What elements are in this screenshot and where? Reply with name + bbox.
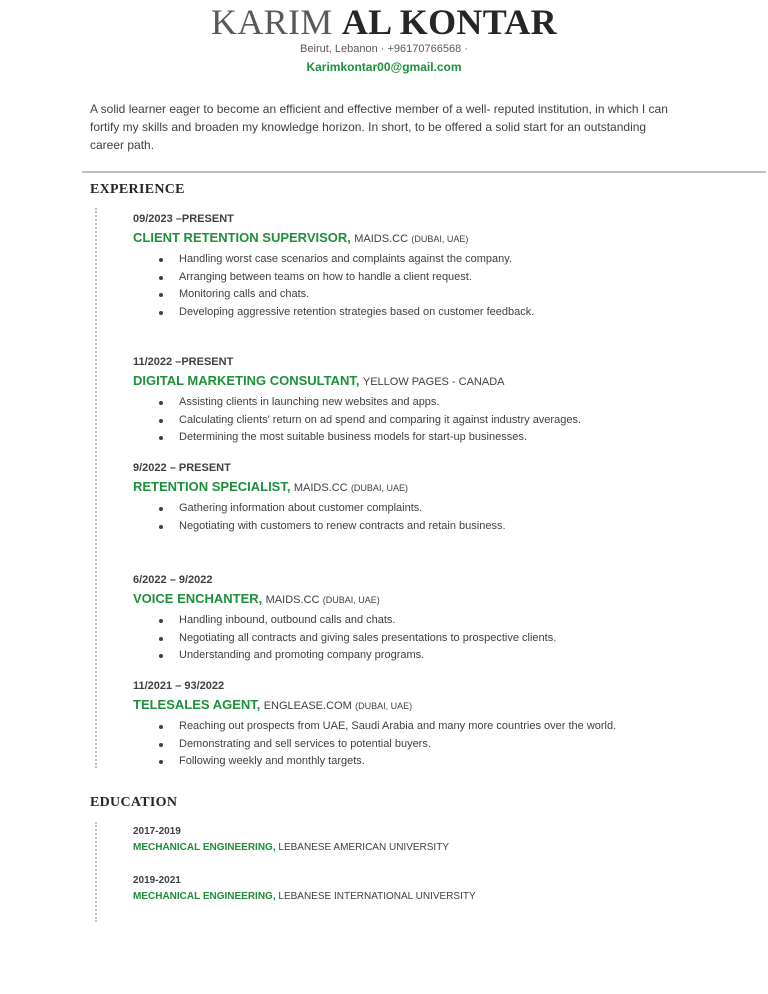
duty-item: Negotiating with customers to renew contracts and retain business. [133,518,753,536]
entry-location: (DUBAI, UAE) [350,483,408,493]
duty-list [133,394,753,447]
experience-heading: EXPERIENCE [90,182,185,197]
duty-item: Assisting clients in launching new websites and apps. [133,394,753,412]
first-name: KARIM [211,2,333,42]
duty-item: Handling worst case scenarios and complaints against the company. [133,251,753,269]
entry-role: RETENTION SPECIALIST, [133,479,291,494]
candidate-name [0,4,768,40]
entry-title-line [133,479,753,496]
duty-list [133,500,753,535]
education-entry [133,874,733,903]
entry-title-line [133,373,753,390]
education-degree: MECHANICAL ENGINEERING, [133,842,276,853]
duty-item: Calculating clients' return on ad spend and comparing it against industry averages. [133,412,753,430]
duty-item: Gathering information about customer complaints. [133,500,753,518]
entry-date: 9/2022 – PRESENT [133,462,231,474]
entry-location: (DUBAI, UAE) [322,595,380,605]
duty-list [133,718,753,771]
entry-role: CLIENT RETENTION SUPERVISOR, [133,230,351,245]
education-school: LEBANESE INTERNATIONAL UNIVERSITY [278,891,476,902]
entry-role: DIGITAL MARKETING CONSULTANT, [133,373,360,388]
education-heading: EDUCATION [90,795,178,810]
duty-item: Negotiating all contracts and giving sales presentations to prospective clients. [133,630,753,648]
duty-item: Demonstrating and sell services to potential buyers. [133,736,753,754]
education-entry [133,825,733,854]
entry-organization: MAIDS.CC [354,233,409,245]
duty-item: Monitoring calls and chats. [133,286,753,304]
header-divider [82,171,766,173]
last-name: AL KONTAR [341,2,557,42]
entry-role: TELESALES AGENT, [133,697,261,712]
entry-title-line [133,230,753,247]
experience-entry [133,461,753,535]
entry-date: 11/2022 –PRESENT [133,356,234,368]
entry-location: (DUBAI, UAE) [355,701,413,711]
entry-title-line [133,591,753,608]
summary-paragraph: A solid learner eager to become an efficient and effective member of a well- reputed institution, in which I can fortify my skills and broaden my knowledge horizon. In short, to be offered a solid start for an outstanding career path. [90,102,668,152]
entry-location: (DUBAI, UAE) [411,234,469,244]
experience-entry [133,679,753,771]
entry-organization: YELLOW PAGES - CANADA [362,376,505,388]
email-link[interactable]: Karimkontar00@gmail.com [306,60,462,74]
duty-list [133,612,753,665]
duty-item: Understanding and promoting company programs. [133,647,753,665]
duty-item: Handling inbound, outbound calls and chats. [133,612,753,630]
resume-header [0,4,768,74]
entry-title-line [133,697,753,714]
duty-list [133,251,753,321]
education-date: 2017-2019 [133,826,181,837]
duty-item: Developing aggressive retention strategies based on customer feedback. [133,304,753,322]
duty-item: Reaching out prospects from UAE, Saudi Arabia and many more countries over the world. [133,718,753,736]
entry-organization: MAIDS.CC [265,594,320,606]
duty-item: Following weekly and monthly targets. [133,753,753,771]
experience-entry [133,212,753,321]
education-timeline [95,822,97,922]
entry-date: 11/2021 – 93/2022 [133,680,225,692]
entry-role: VOICE ENCHANTER, [133,591,263,606]
experience-entry [133,573,753,665]
education-title-line [133,841,733,854]
contact-info: Beirut, Lebanon · +96170766568 · [300,43,468,55]
entry-date: 6/2022 – 9/2022 [133,574,213,586]
duty-item: Arranging between teams on how to handle a client request. [133,269,753,287]
entry-organization: ENGLEASE.COM [263,700,352,712]
experience-entry [133,355,753,447]
entry-date: 09/2023 –PRESENT [133,213,234,225]
education-degree: MECHANICAL ENGINEERING, [133,891,276,902]
education-date: 2019-2021 [133,875,181,886]
experience-timeline [95,208,97,768]
entry-organization: MAIDS.CC [293,482,348,494]
education-title-line [133,890,733,903]
education-school: LEBANESE AMERICAN UNIVERSITY [278,842,449,853]
duty-item: Determining the most suitable business models for start-up businesses. [133,429,753,447]
